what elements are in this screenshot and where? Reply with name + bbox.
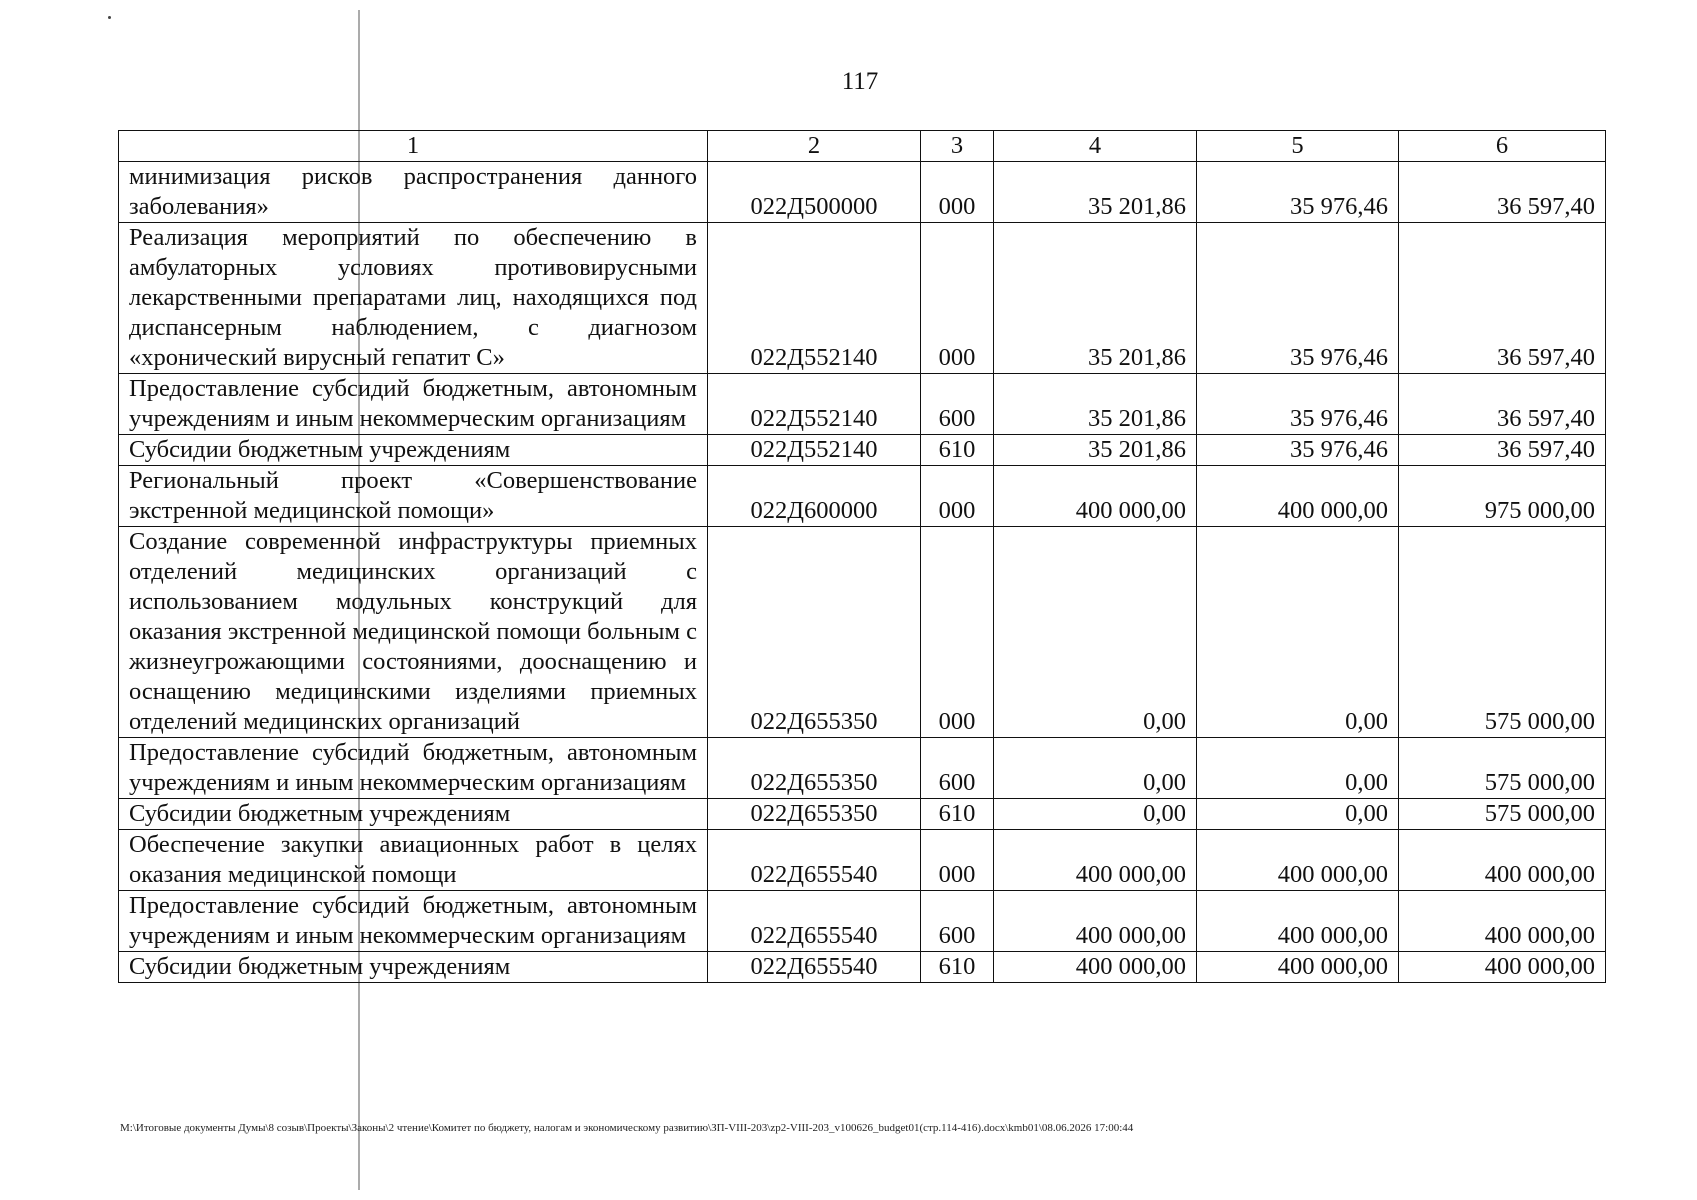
row-value-4: 400 000,00	[994, 891, 1197, 952]
row-name: Обеспечение закупки авиационных работ в целях оказания медицинской помощи	[119, 830, 708, 891]
row-name: Субсидии бюджетным учреждениям	[119, 799, 708, 830]
document-file-path: M:\Итоговые документы Думы\8 созыв\Проекты\Законы\2 чтение\Комитет по бюджету, налогам и экономическому развитию\ЗП-VIII-203\zp2-VIII-203_v100626_budget01(стр.114-416).docx\kmb01\08.06.2026 17:00:44	[120, 1122, 1134, 1134]
row-code: 022Д655540	[708, 891, 921, 952]
row-code: 022Д500000	[708, 162, 921, 223]
row-value-6: 36 597,40	[1399, 223, 1606, 374]
row-value-4: 35 201,86	[994, 223, 1197, 374]
header-row	[119, 131, 1606, 162]
row-value-4: 0,00	[994, 527, 1197, 738]
row-kind: 000	[921, 223, 994, 374]
row-code: 022Д655540	[708, 830, 921, 891]
row-name: Региональный проект «Совершенствование экстренной медицинской помощи»	[119, 466, 708, 527]
row-code: 022Д655350	[708, 527, 921, 738]
row-value-5: 35 976,46	[1197, 374, 1399, 435]
row-value-5: 35 976,46	[1197, 435, 1399, 466]
row-kind: 610	[921, 435, 994, 466]
row-code: 022Д655350	[708, 738, 921, 799]
header-col-1: 1	[119, 131, 708, 162]
row-value-5: 400 000,00	[1197, 952, 1399, 983]
table-row	[119, 466, 1606, 527]
row-value-4: 0,00	[994, 799, 1197, 830]
row-name: Реализация мероприятий по обеспечению в амбулаторных условиях противовирусными лекарственными препаратами лиц, находящихся под диспансерным наблюдением, с диагнозом «хронический вирусный гепатит С»	[119, 223, 708, 374]
row-value-6: 400 000,00	[1399, 830, 1606, 891]
row-value-5: 400 000,00	[1197, 466, 1399, 527]
row-name: Субсидии бюджетным учреждениям	[119, 435, 708, 466]
table-row	[119, 162, 1606, 223]
row-value-6: 575 000,00	[1399, 527, 1606, 738]
table-row	[119, 223, 1606, 374]
table-row	[119, 891, 1606, 952]
row-kind: 600	[921, 891, 994, 952]
table-row	[119, 738, 1606, 799]
row-value-4: 0,00	[994, 738, 1197, 799]
row-value-6: 575 000,00	[1399, 799, 1606, 830]
budget-table	[118, 130, 1606, 983]
page-number: 117	[841, 68, 879, 95]
row-code: 022Д655350	[708, 799, 921, 830]
table-row	[119, 952, 1606, 983]
table-body	[119, 162, 1606, 983]
header-col-2: 2	[708, 131, 921, 162]
row-kind: 000	[921, 162, 994, 223]
row-value-6: 400 000,00	[1399, 952, 1606, 983]
row-value-6: 975 000,00	[1399, 466, 1606, 527]
row-name: Создание современной инфраструктуры приемных отделений медицинских организаций с использованием модульных конструкций для оказания экстренной медицинской помощи больным с жизнеугрожающими состояниями, дооснащению и оснащению медицинскими изделиями приемных отделений медицинских организаций	[119, 527, 708, 738]
row-kind: 610	[921, 952, 994, 983]
row-value-4: 35 201,86	[994, 435, 1197, 466]
table-row	[119, 527, 1606, 738]
row-name: Предоставление субсидий бюджетным, автономным учреждениям и иным некоммерческим организациям	[119, 738, 708, 799]
row-kind: 000	[921, 527, 994, 738]
table-row	[119, 799, 1606, 830]
table-row	[119, 830, 1606, 891]
row-value-5: 400 000,00	[1197, 830, 1399, 891]
row-value-4: 400 000,00	[994, 952, 1197, 983]
row-value-6: 36 597,40	[1399, 374, 1606, 435]
header-col-6: 6	[1399, 131, 1606, 162]
row-name: минимизация рисков распространения данного заболевания»	[119, 162, 708, 223]
row-value-5: 400 000,00	[1197, 891, 1399, 952]
row-value-4: 400 000,00	[994, 830, 1197, 891]
row-value-6: 400 000,00	[1399, 891, 1606, 952]
row-kind: 000	[921, 830, 994, 891]
scan-artifact-dot	[108, 16, 111, 19]
row-code: 022Д552140	[708, 223, 921, 374]
row-code: 022Д655540	[708, 952, 921, 983]
row-value-5: 35 976,46	[1197, 162, 1399, 223]
row-value-6: 36 597,40	[1399, 162, 1606, 223]
row-kind: 610	[921, 799, 994, 830]
header-col-5: 5	[1197, 131, 1399, 162]
row-code: 022Д552140	[708, 374, 921, 435]
row-value-6: 36 597,40	[1399, 435, 1606, 466]
header-col-3: 3	[921, 131, 994, 162]
table-row	[119, 435, 1606, 466]
table-row	[119, 374, 1606, 435]
row-value-4: 400 000,00	[994, 466, 1197, 527]
header-col-4: 4	[994, 131, 1197, 162]
row-value-5: 35 976,46	[1197, 223, 1399, 374]
row-value-5: 0,00	[1197, 799, 1399, 830]
row-name: Предоставление субсидий бюджетным, автономным учреждениям и иным некоммерческим организациям	[119, 374, 708, 435]
row-value-4: 35 201,86	[994, 162, 1197, 223]
row-name: Субсидии бюджетным учреждениям	[119, 952, 708, 983]
row-kind: 000	[921, 466, 994, 527]
row-value-5: 0,00	[1197, 738, 1399, 799]
row-value-6: 575 000,00	[1399, 738, 1606, 799]
row-code: 022Д552140	[708, 435, 921, 466]
row-value-4: 35 201,86	[994, 374, 1197, 435]
row-kind: 600	[921, 374, 994, 435]
row-code: 022Д600000	[708, 466, 921, 527]
row-name: Предоставление субсидий бюджетным, автономным учреждениям и иным некоммерческим организациям	[119, 891, 708, 952]
row-value-5: 0,00	[1197, 527, 1399, 738]
row-kind: 600	[921, 738, 994, 799]
